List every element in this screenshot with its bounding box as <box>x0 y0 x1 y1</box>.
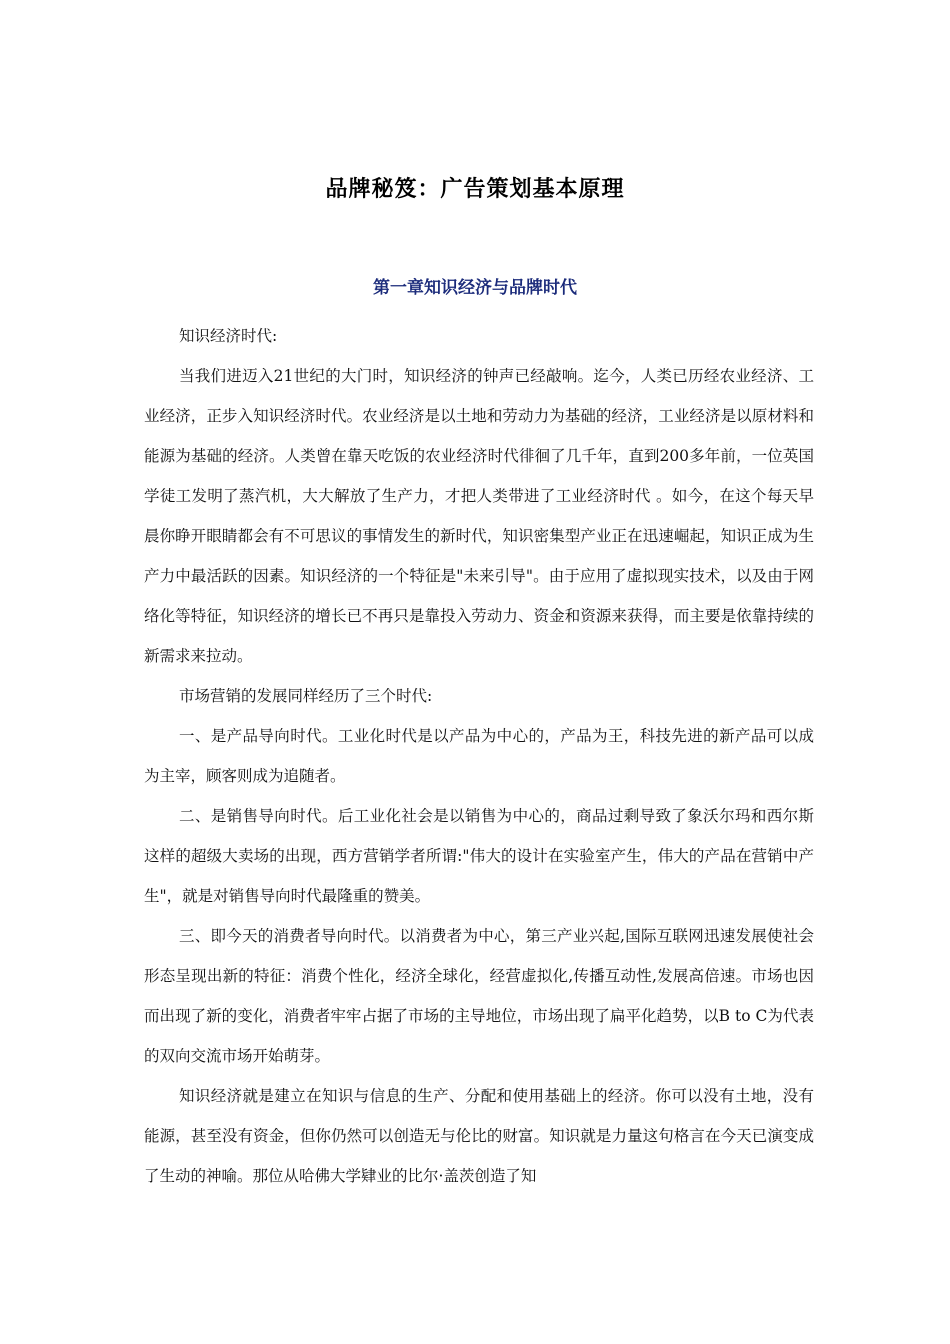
paragraph-consumer-era: 三、即今天的消费者导向时代。以消费者为中心，第三产业兴起,国际互联网迅速发展使社会形态呈现出新的特征：消费个性化，经济全球化，经营虚拟化,传播互动性,发展高倍速。市场也因而出现了新的变化，消费者牢牢占据了市场的主导地位，市场出现了扁平化趋势，以B to C为代表的双向交流市场开始萌芽。 <box>144 927 814 1065</box>
paragraph-marketing-eras-intro: 市场营销的发展同样经历了三个时代: <box>179 687 433 705</box>
paragraph-product-era: 一、是产品导向时代。工业化时代是以产品为中心的，产品为王，科技先进的新产品可以成为主宰，顾客则成为追随者。 <box>144 727 814 785</box>
paragraph-sales-era: 二、是销售导向时代。后工业化社会是以销售为中心的，商品过剩导致了象沃尔玛和西尔斯这样的超级大卖场的出现，西方营销学者所谓:"伟大的设计在实验室产生，伟大的产品在营销中产生"，就是对销售导向时代最隆重的赞美。 <box>144 807 814 905</box>
paragraph-knowledge-economy: 当我们进迈入21世纪的大门时，知识经济的钟声已经敲响。迄今，人类已历经农业经济、工业经济，正步入知识经济时代。农业经济是以土地和劳动力为基础的经济，工业经济是以原材料和能源为基础的经济。人类曾在靠天吃饭的农业经济时代徘徊了几千年，直到200多年前，一位英国学徒工发明了蒸汽机，大大解放了生产力，才把人类带进了工业经济时代 。如今，在这个每天早晨你睁开眼睛都会有不可思议的事情发生的新时代，知识密集型产业正在迅速崛起，知识正成为生产力中最活跃的因素。知识经济的一个特征是"未来引导"。由于应用了虚拟现实技术，以及由于网络化等特征，知识经济的增长已不再只是靠投入劳动力、资金和资源来获得，而主要是依靠持续的新需求来拉动。 <box>144 367 814 665</box>
paragraph-heading-knowledge-era: 知识经济时代: <box>179 327 278 345</box>
document-body <box>144 316 814 1196</box>
paragraph-knowledge-definition: 知识经济就是建立在知识与信息的生产、分配和使用基础上的经济。你可以没有土地，没有能源，甚至没有资金，但你仍然可以创造无与伦比的财富。知识就是力量这句格言在今天已演变成了生动的神喻。那位从哈佛大学肄业的比尔·盖茨创造了知 <box>144 1087 814 1185</box>
document-title: 品牌秘笈：广告策划基本原理 <box>325 177 625 202</box>
chapter-title: 第一章知识经济与品牌时代 <box>373 278 577 298</box>
